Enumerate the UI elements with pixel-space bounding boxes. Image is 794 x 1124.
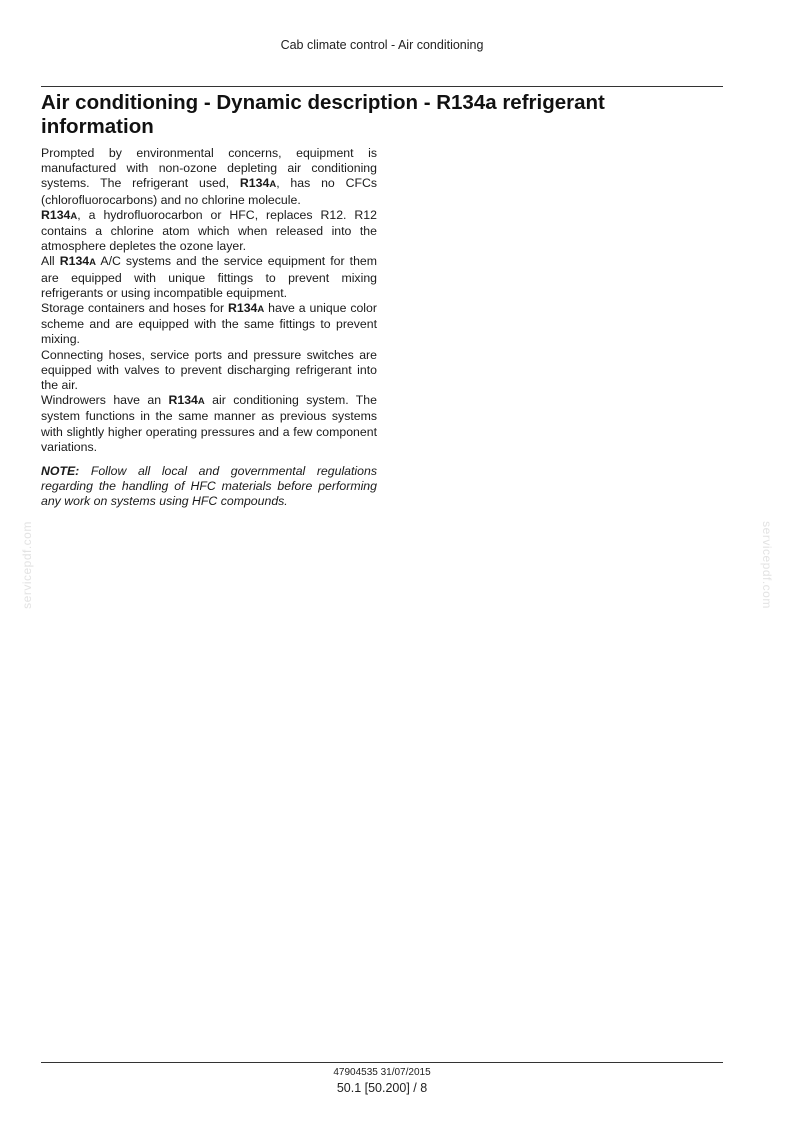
text-span: A/C systems and the service equipment for them are equipped with unique fittings to prevent mixing refrigerants or using incompatible equipment. — [41, 254, 377, 300]
ref-main: R134 — [59, 254, 90, 269]
refrigerant-ref — [168, 393, 204, 407]
body-text — [41, 146, 377, 510]
footer-rule — [41, 1062, 723, 1063]
note-paragraph — [41, 464, 377, 510]
note-text: Follow all local and governmental regulations regarding the handling of HFC materials before performing any work on systems using HFC compounds. — [41, 464, 377, 509]
refrigerant-ref — [240, 176, 276, 190]
ref-main: R134 — [239, 176, 270, 191]
ref-main: R134 — [228, 301, 258, 316]
running-header: Cab climate control - Air conditioning — [280, 38, 484, 52]
paragraph-storage — [41, 301, 377, 348]
text-span: have a unique color scheme and are equipped with the same fittings to prevent mixing. — [41, 301, 377, 347]
header-rule — [41, 86, 723, 87]
footer-doc-reference: 47904535 31/07/2015 — [333, 1067, 431, 1078]
text-span: , a hydrofluorocarbon or HFC, replaces R12. R12 contains a chlorine atom which when released into the atmosphere depletes the ozone layer. — [41, 207, 377, 254]
text-span: Windrowers have an — [41, 393, 169, 408]
ref-main: R134 — [41, 207, 71, 222]
text-span: , has no CFCs (chlorofluorocarbons) and no chlorine molecule. — [41, 176, 377, 207]
ref-suffix: A — [197, 396, 205, 408]
note-label: NOTE: — [41, 464, 80, 479]
watermark-right: servicepdf.com — [760, 521, 774, 609]
refrigerant-ref — [60, 254, 96, 268]
ref-suffix: A — [89, 257, 96, 269]
watermark-left: servicepdf.com — [20, 521, 34, 609]
refrigerant-ref — [41, 208, 77, 222]
paragraph-hoses: Connecting hoses, service ports and pressure switches are equipped with valves to prevent discharging refrigerant into the air. — [41, 347, 377, 393]
ref-main: R134 — [168, 393, 198, 408]
paragraph-windrowers — [41, 393, 377, 455]
text-span: air conditioning system. The system functions in the same manner as previous systems with slightly higher operating pressures and a few component variations. — [41, 393, 377, 454]
footer-page-reference: 50.1 [50.200] / 8 — [336, 1081, 428, 1095]
paragraph-hfc — [41, 208, 377, 255]
ref-suffix: A — [269, 179, 277, 191]
paragraph-fittings — [41, 254, 377, 301]
text-span: Prompted by environmental concerns, equipment is manufactured with non-ozone depleting air conditioning systems. The refrigerant used, — [41, 146, 377, 191]
ref-suffix: A — [257, 304, 265, 316]
refrigerant-ref — [228, 301, 264, 315]
section-title: Air conditioning - Dynamic description - R134a refrigerant information — [41, 91, 605, 138]
paragraph-refrigerant-intro — [41, 146, 377, 208]
text-span: All — [41, 254, 60, 269]
text-span: Storage containers and hoses for — [41, 301, 228, 316]
ref-suffix: A — [70, 210, 78, 222]
